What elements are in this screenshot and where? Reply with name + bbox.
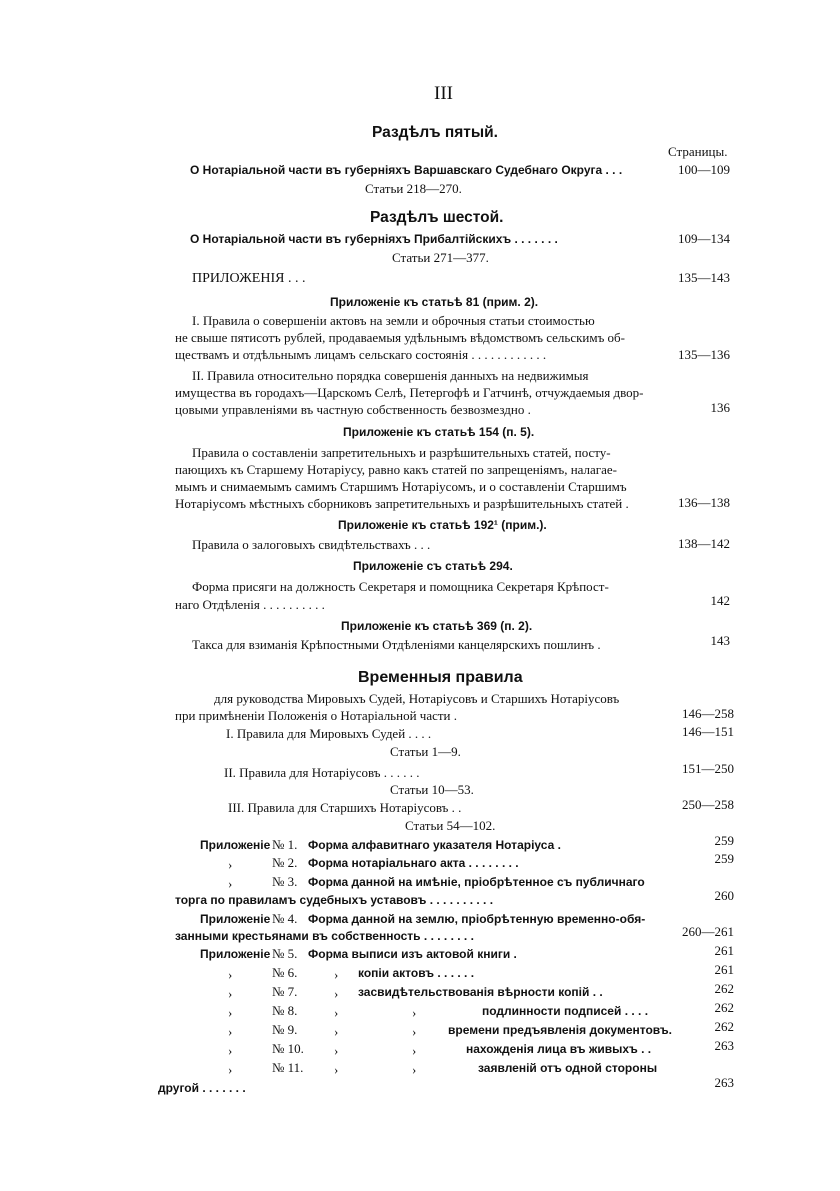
part-articles: Статьи 54—102.	[405, 818, 496, 833]
appendix-heading: Приложеніе къ статьѣ 154 (п. 5).	[343, 425, 535, 439]
section6-title: Раздѣлъ шестой.	[370, 209, 504, 226]
annex-number: № 3.	[272, 874, 298, 889]
ditto-mark: ›	[228, 1043, 233, 1058]
appendix-pages: 136—138	[678, 495, 730, 510]
temporary-title: Временныя правила	[358, 669, 523, 686]
annex-word: Приложеніе	[200, 947, 271, 961]
annex-pages: 260	[714, 888, 734, 903]
temporary-intro: при примѣненіи Положенія о Нотаріальной части .	[175, 708, 457, 723]
annex-word: Приложеніе	[200, 912, 271, 926]
appendix-line: не свыше пятисотъ рублей, продаваемыя удѣльнымъ вѣдомствомъ сельскимъ об-	[175, 330, 626, 345]
ditto-mark: ›	[334, 1043, 339, 1058]
annex-number: № 2.	[272, 855, 298, 870]
part-label: II. Правила для Нотаріусовъ . . . . . .	[224, 765, 420, 780]
annex-text: Форма данной на имѣніе, пріобрѣтенное съ публичнаго	[308, 875, 645, 889]
appendix-heading: Приложеніе съ статьѣ 294.	[353, 559, 513, 573]
ditto-mark: ›	[334, 1062, 339, 1077]
section6-articles: Статьи 271—377.	[392, 250, 489, 265]
annex-number: № 1.	[272, 837, 298, 852]
part-pages: 250—258	[682, 797, 734, 812]
appendix-line: ществамъ и отдѣльнымъ лицамъ сельскаго состоянія . . . . . . . . . . . .	[175, 347, 547, 362]
annex-pages: 259	[714, 833, 734, 848]
appendix-pages: 136	[710, 400, 730, 415]
ditto-mark: ›	[228, 1062, 233, 1077]
appendix-line: наго Отдѣленія . . . . . . . . . .	[175, 597, 325, 612]
appendix-line: Правила о составленіи запретительныхъ и разрѣшительныхъ статей, посту-	[192, 445, 611, 460]
part-pages: 151—250	[682, 761, 734, 776]
annex-text: Форма выписи изъ актовой книги .	[308, 947, 517, 961]
ditto-mark: ›	[412, 1024, 417, 1039]
ditto-mark: ›	[334, 1005, 339, 1020]
annex-pages: 262	[714, 1000, 734, 1015]
ditto-mark: ›	[412, 1043, 417, 1058]
annex-number: № 5.	[272, 946, 298, 961]
appendix-line: имущества въ городахъ—Царскомъ Селѣ, Петергофѣ и Гатчинѣ, отчуждаемыя двор-	[175, 385, 644, 400]
annex-pages: 259	[714, 851, 734, 866]
annex-text: Форма алфавитнаго указателя Нотаріуса .	[308, 838, 561, 852]
annex-number: № 6.	[272, 965, 298, 980]
annex-number: № 8.	[272, 1003, 298, 1018]
annex-text: подлинности подписей . . . .	[482, 1004, 649, 1018]
section6-line: О Нотаріальной части въ губерніяхъ Прибалтійскихъ . . . . . . .	[190, 232, 558, 246]
annex-text: заявленій отъ одной стороны	[478, 1061, 658, 1075]
annex-pages: 263	[714, 1075, 734, 1090]
pages-column-label: Страницы.	[668, 144, 728, 159]
appendix-line: I. Правила о совершеніи актовъ на земли и оброчныя статьи стоимостью	[192, 313, 595, 328]
ditto-mark: ›	[228, 986, 233, 1001]
appendix-heading: Приложеніе къ статьѣ 369 (п. 2).	[341, 619, 533, 633]
ditto-mark: ›	[412, 1062, 417, 1077]
annex-pages: 261	[714, 962, 734, 977]
part-articles: Статьи 1—9.	[390, 744, 461, 759]
appendix-pages: 143	[710, 633, 730, 648]
appendix-pages: 142	[710, 593, 730, 608]
ditto-mark: ›	[334, 967, 339, 982]
annex-text-cont: занными крестьянами въ собственность . . . . . . . .	[175, 929, 474, 943]
ditto-mark: ›	[228, 857, 233, 872]
ditto-mark: ›	[334, 986, 339, 1001]
appendix-line: пающихъ къ Старшему Нотаріусу, равно какъ статей по запрещеніямъ, налагае-	[175, 462, 618, 477]
ditto-mark: ›	[412, 1005, 417, 1020]
section5-articles: Статьи 218—270.	[365, 181, 462, 196]
appendices-title: ПРИЛОЖЕНІЯ . . .	[192, 271, 306, 286]
annex-text: копіи актовъ . . . . . .	[358, 966, 475, 980]
appendix-line: Такса для взиманія Крѣпостными Отдѣленіями канцелярскихъ пошлинъ .	[192, 637, 601, 652]
appendix-line: II. Правила относительно порядка совершенія данныхъ на недвижимыя	[192, 368, 589, 383]
page-number: III	[434, 83, 453, 104]
annex-pages: 262	[714, 981, 734, 996]
appendix-pages: 135—136	[678, 347, 730, 362]
temporary-pages: 146—258	[682, 706, 734, 721]
appendix-line: Нотаріусомъ мѣстныхъ сборниковъ запретительныхъ и разрѣшительныхъ статей .	[175, 496, 629, 511]
annex-text: Форма нотаріальнаго акта . . . . . . . .	[308, 856, 519, 870]
annex-pages: 262	[714, 1019, 734, 1034]
annex-number: № 11.	[272, 1060, 304, 1075]
section6-pages: 109—134	[678, 231, 730, 246]
part-articles: Статьи 10—53.	[390, 782, 474, 797]
annex-word: Приложеніе	[200, 838, 271, 852]
annex-text-cont: другой . . . . . . .	[158, 1081, 246, 1095]
appendix-heading: Приложеніе къ статьѣ 192¹ (прим.).	[338, 518, 547, 532]
ditto-mark: ›	[228, 876, 233, 891]
section5-title: Раздѣлъ пятый.	[372, 124, 498, 141]
appendix-line: цовыми управленіями въ частную собственность безвозмездно .	[175, 402, 531, 417]
annex-number: № 9.	[272, 1022, 298, 1037]
appendix-heading: Приложеніе къ статьѣ 81 (прим. 2).	[330, 295, 539, 309]
temporary-intro: для руководства Мировыхъ Судей, Нотаріусовъ и Старшихъ Нотаріусовъ	[214, 691, 620, 706]
annex-number: № 10.	[272, 1041, 304, 1056]
annex-pages: 260—261	[682, 924, 734, 939]
ditto-mark: ›	[228, 1024, 233, 1039]
annex-number: № 4.	[272, 911, 298, 926]
appendix-line: Форма присяги на должность Секретаря и помощника Секретаря Крѣпост-	[192, 579, 609, 594]
appendix-pages: 138—142	[678, 536, 730, 551]
part-pages: 146—151	[682, 724, 734, 739]
annex-text-cont: торга по правиламъ судебныхъ уставовъ . . . . . . . . . .	[175, 893, 494, 907]
annex-pages: 263	[714, 1038, 734, 1053]
annex-text: нахожденія лица въ живыхъ . .	[466, 1042, 652, 1056]
part-label: III. Правила для Старшихъ Нотаріусовъ . .	[228, 800, 462, 815]
annex-text: Форма данной на землю, пріобрѣтенную временно-обя-	[308, 912, 646, 926]
annex-number: № 7.	[272, 984, 298, 999]
annex-text: засвидѣтельствованія вѣрности копій . .	[358, 985, 603, 999]
section5-pages: 100—109	[678, 162, 730, 177]
appendix-line: мымъ и снимаемымъ самимъ Старшимъ Нотаріусомъ, и о составленіи Старшимъ	[175, 479, 627, 494]
ditto-mark: ›	[334, 1024, 339, 1039]
annex-text: времени предъявленія документовъ.	[448, 1023, 672, 1037]
annex-pages: 261	[714, 943, 734, 958]
section5-line: О Нотаріальной части въ губерніяхъ Варшавскаго Судебнаго Округа . . .	[190, 163, 623, 177]
part-label: I. Правила для Мировыхъ Судей . . . .	[226, 726, 432, 741]
ditto-mark: ›	[228, 967, 233, 982]
ditto-mark: ›	[228, 1005, 233, 1020]
appendices-pages: 135—143	[678, 270, 730, 285]
appendix-line: Правила о залоговыхъ свидѣтельствахъ . . .	[192, 537, 431, 552]
